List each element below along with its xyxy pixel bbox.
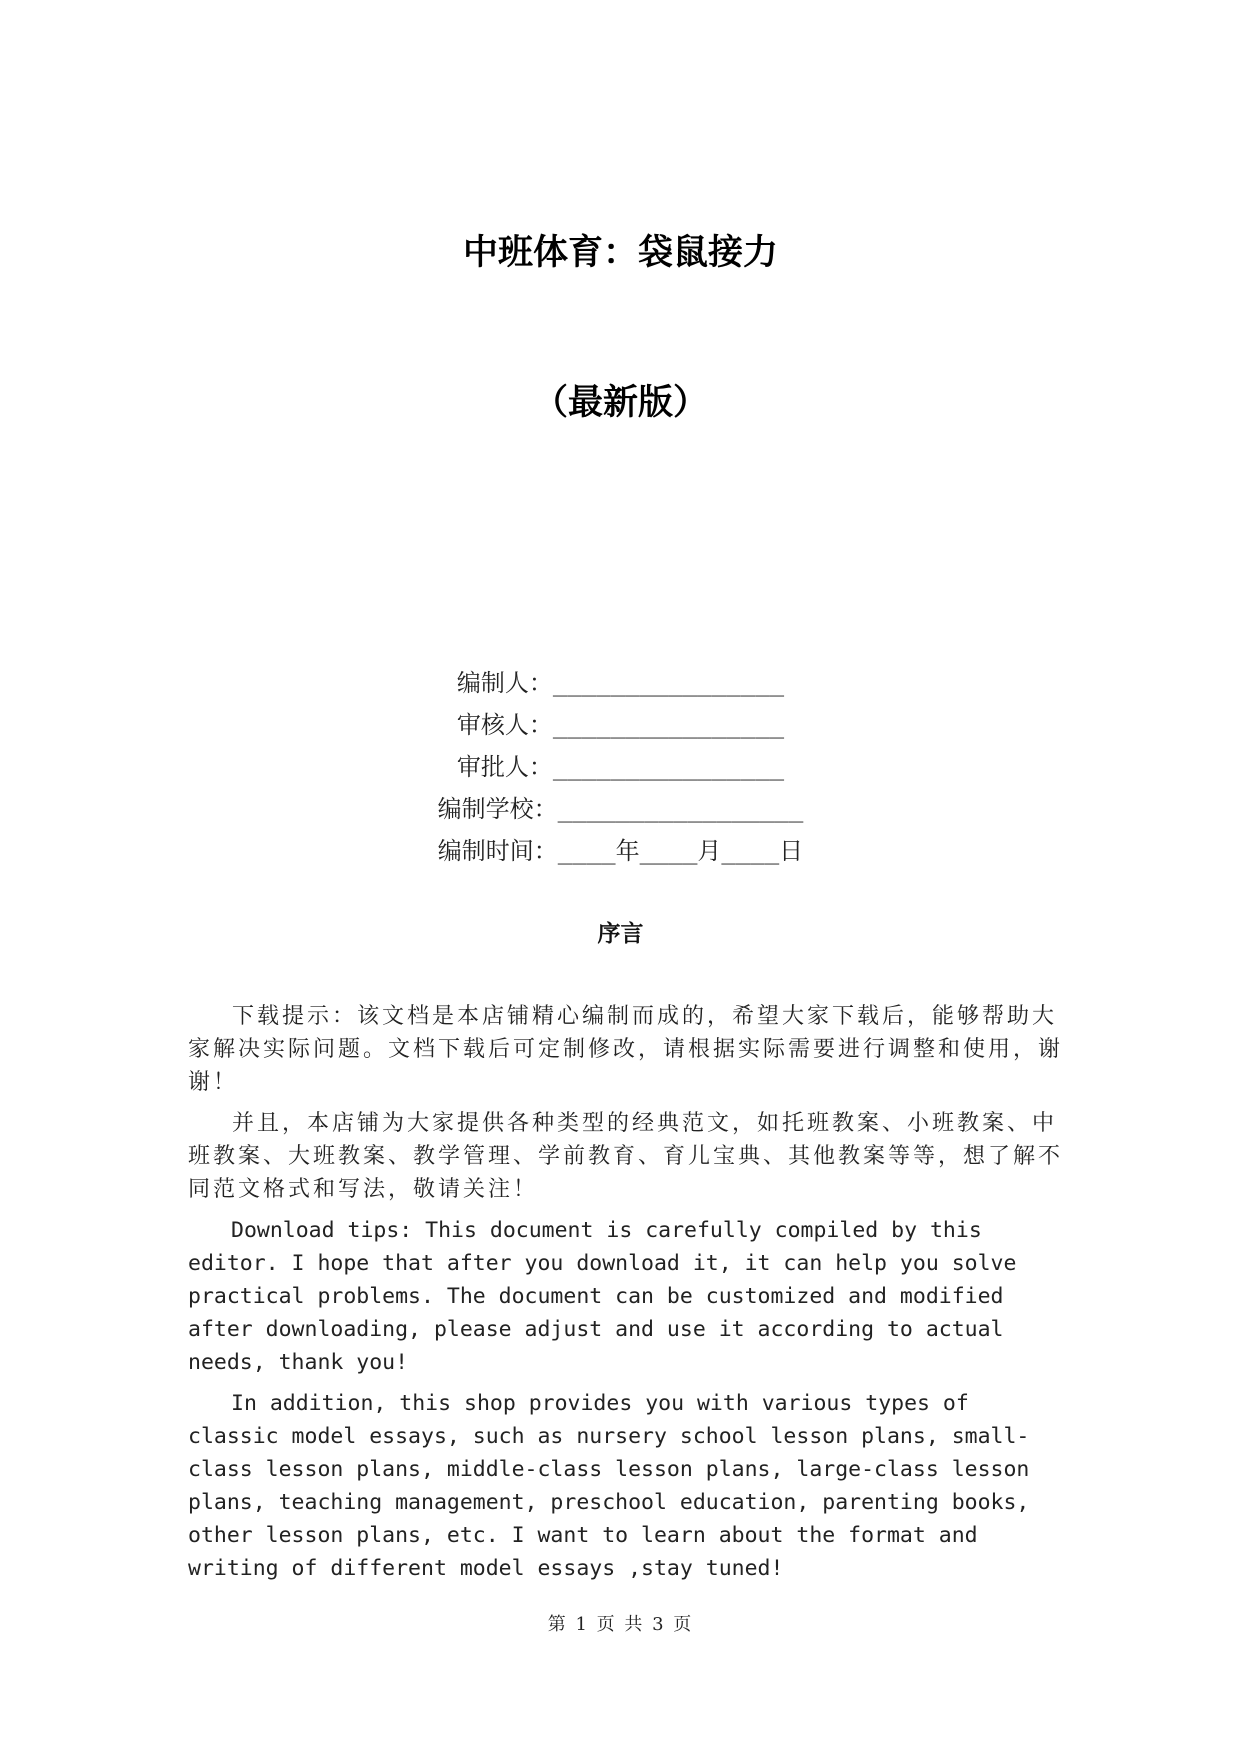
meta-blank: ____年____月____日 <box>557 837 804 865</box>
page-number-footer: 第 1 页 共 3 页 <box>547 1614 694 1635</box>
paragraph-download-tip-zh: 下载提示：该文档是本店铺精心编制而成的，希望大家下载后，能够帮助大家解决实际问题。文档下载后可定制修改，请根据实际需要进行调整和使用，谢谢！ <box>188 1004 1064 1095</box>
paragraph-download-tip-en: Download tips: This document is carefully compiled by this editor. I hope that after you download it, it can help you solve practical problems. The document can be customized and modified after downloading, please adjust and use it according to actual needs, thank you! <box>188 1218 1017 1375</box>
meta-blank: ________________ <box>552 711 785 739</box>
meta-row-compiler <box>0 662 1241 704</box>
meta-row-school <box>0 788 1241 830</box>
paragraph-shop-intro-zh: 并且，本店铺为大家提供各种类型的经典范文，如托班教案、小班教案、中班教案、大班教案、教学管理、学前教育、育儿宝典、其他教案等等，想了解不同范文格式和写法，敬请关注！ <box>188 1111 1064 1202</box>
meta-blank: ________________ <box>552 669 785 697</box>
meta-blank: ________________ <box>552 753 785 781</box>
preface-body <box>188 1000 1068 1593</box>
meta-block <box>0 662 1241 872</box>
meta-label: 审批人： <box>456 753 553 781</box>
meta-row-reviewer <box>0 704 1241 746</box>
meta-label: 审核人： <box>456 711 553 739</box>
meta-blank: _________________ <box>557 795 804 823</box>
paragraph-shop-intro-en: In addition, this shop provides you with various types of classic model essays, such as nursery school lesson plans, small-class lesson plans, middle-class lesson plans, large-class lesson plans, teaching management, preschool education, parenting books, other lesson plans, etc. I want to learn about the format and writing of different model essays ,stay tuned! <box>188 1391 1030 1581</box>
meta-label: 编制时间： <box>437 837 558 865</box>
document-subtitle: （最新版） <box>532 383 708 423</box>
meta-label: 编制人： <box>456 669 553 697</box>
meta-row-approver <box>0 746 1241 788</box>
meta-row-date <box>0 830 1241 872</box>
preface-heading: 序言 <box>597 920 644 947</box>
meta-label: 编制学校： <box>437 795 558 823</box>
document-title: 中班体育：袋鼠接力 <box>462 233 778 273</box>
